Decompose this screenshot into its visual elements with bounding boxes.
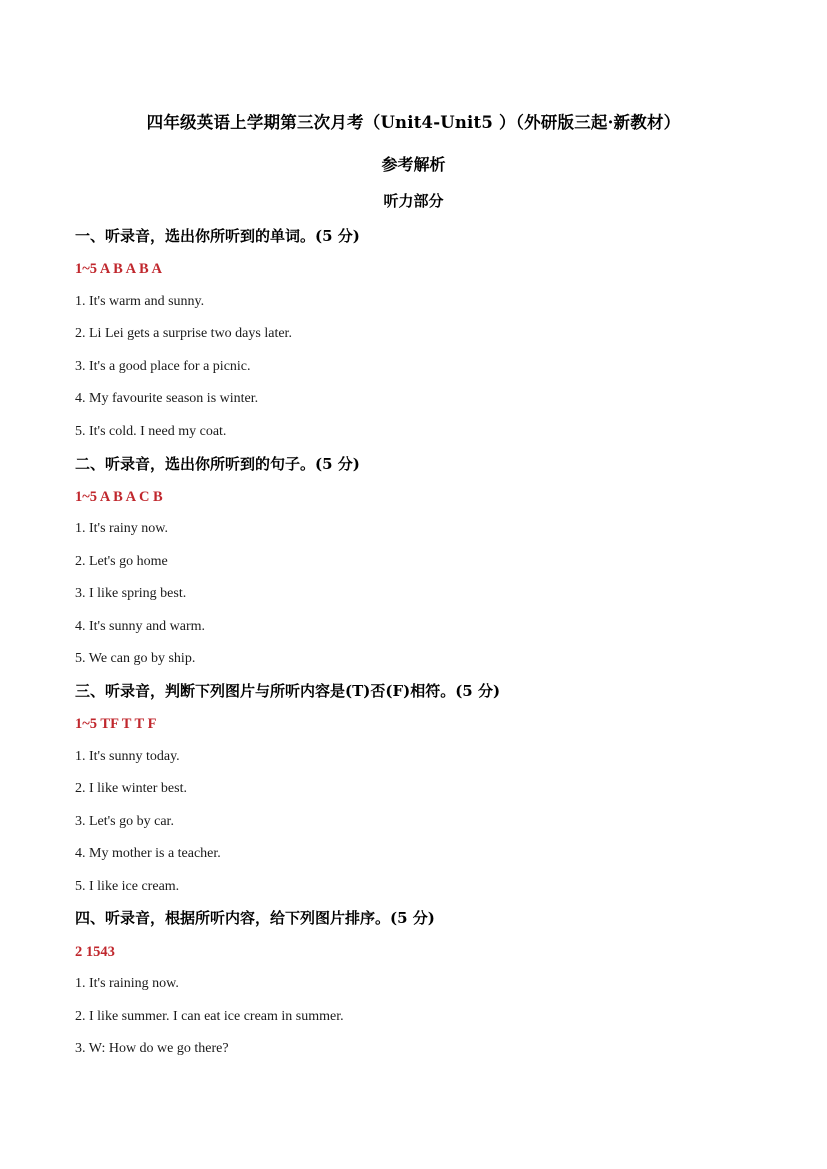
page-subtitle: 参考解析 xyxy=(381,155,446,174)
transcript-line: 5. It's cold. I need my coat. xyxy=(75,424,227,439)
transcript-line: 2. I like summer. I can eat ice cream in summer. xyxy=(75,1009,344,1024)
section-heading: 三、听录音，判断下列图片与所听内容是(T)否(F)相符。(5 分) xyxy=(75,682,501,700)
transcript-line: 4. My mother is a teacher. xyxy=(75,846,221,861)
transcript-line: 4. My favourite season is winter. xyxy=(75,391,259,406)
transcript-line: 5. We can go by ship. xyxy=(75,651,196,666)
transcript-line: 1. It's rainy now. xyxy=(75,521,168,536)
transcript-line: 3. It's a good place for a picnic. xyxy=(75,359,251,374)
transcript-line: 1. It's warm and sunny. xyxy=(75,294,205,309)
transcript-line: 1. It's raining now. xyxy=(75,976,179,991)
section-heading: 一、听录音，选出你所听到的单词。(5 分) xyxy=(75,227,360,245)
transcript-line: 3. Let's go by car. xyxy=(75,814,174,829)
part-heading: 听力部分 xyxy=(383,192,444,210)
transcript-line: 2. Li Lei gets a surprise two days later. xyxy=(75,326,292,341)
transcript-line: 1. It's sunny today. xyxy=(75,749,180,764)
transcript-line: 5. I like ice cream. xyxy=(75,879,180,894)
answer-key: 1~5 A B A B A xyxy=(75,261,162,277)
answer-key: 1~5 A B A C B xyxy=(75,489,163,505)
section-heading: 二、听录音，选出你所听到的句子。(5 分) xyxy=(75,455,360,473)
answer-key: 1~5 TF T T F xyxy=(75,716,157,732)
transcript-line: 3. I like spring best. xyxy=(75,586,187,601)
section-heading: 四、听录音，根据所听内容，给下列图片排序。(5 分) xyxy=(75,909,435,927)
transcript-line: 3. W: How do we go there? xyxy=(75,1041,229,1056)
answer-key: 2 1543 xyxy=(75,944,115,960)
transcript-line: 4. It's sunny and warm. xyxy=(75,619,206,634)
transcript-line: 2. Let's go home xyxy=(75,554,168,569)
page-title: 四年级英语上学期第三次月考（Unit4-Unit5 ）（外研版三起·新教材） xyxy=(146,113,681,132)
transcript-line: 2. I like winter best. xyxy=(75,781,187,796)
